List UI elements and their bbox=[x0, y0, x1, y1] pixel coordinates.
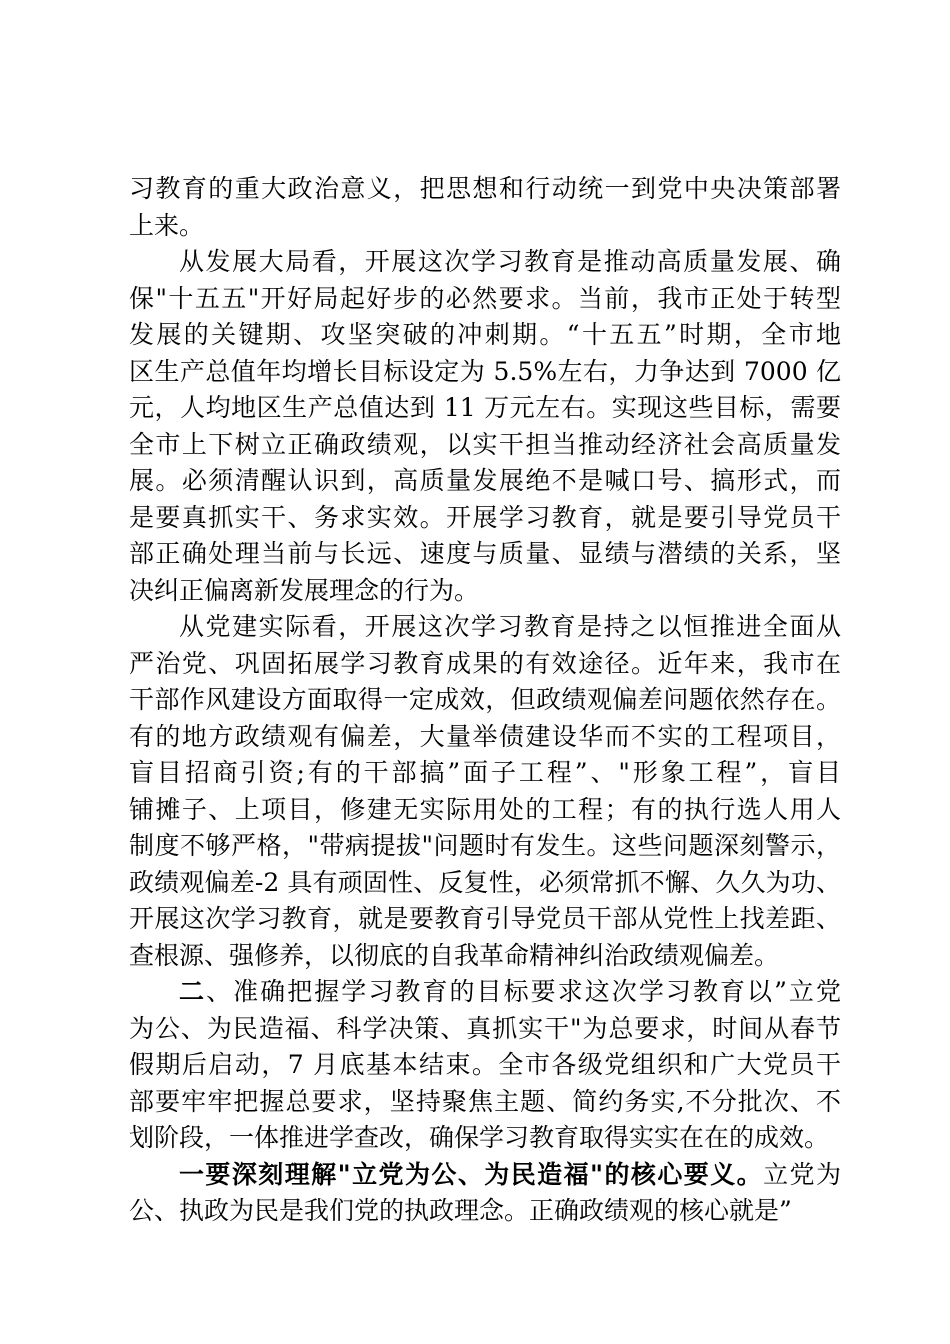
text-line bbox=[129, 1157, 841, 1194]
text-line bbox=[129, 682, 841, 719]
text-line bbox=[129, 500, 841, 537]
text-line bbox=[129, 281, 841, 318]
text-run: 从党建实际看，开展这次学习教育是持之以恒推进全面从 bbox=[179, 612, 841, 641]
text-line bbox=[129, 463, 841, 500]
text-run: 干部作风建设方面取得一定成效，但政绩观偏差问题依然存在。 bbox=[129, 685, 841, 714]
text-line bbox=[129, 974, 841, 1011]
text-line bbox=[129, 865, 841, 902]
text-run: 发展的关键期、攻坚突破的冲刺期。“十五五”时期，全市地 bbox=[129, 320, 841, 349]
bold-text-run: 二 bbox=[179, 977, 207, 1006]
text-run: 区生产总值年均增长目标设定为 5.5%左右，力争达到 7000 亿 bbox=[129, 356, 841, 386]
text-line bbox=[129, 719, 841, 756]
text-line bbox=[129, 244, 841, 281]
text-line bbox=[129, 573, 841, 610]
text-line bbox=[129, 1120, 841, 1157]
paragraph-p1 bbox=[129, 244, 841, 609]
text-run: 划阶段，一体推进学查改，确保学习教育取得实实在在的成效。 bbox=[129, 1123, 830, 1152]
paragraph-p3 bbox=[129, 974, 841, 1157]
text-line bbox=[129, 901, 841, 938]
text-run: 从发展大局看，开展这次学习教育是推动高质量发展、确 bbox=[179, 247, 841, 276]
text-run: 严治党、巩固拓展学习教育成果的有效途径。近年来，我市在 bbox=[129, 648, 841, 678]
text-line bbox=[129, 208, 841, 245]
text-line bbox=[129, 1084, 841, 1121]
text-line bbox=[129, 609, 841, 646]
text-run: 元，人均地区生产总值达到 11 万元左右。实现这些目标，需要 bbox=[129, 393, 841, 422]
text-run: 部要牢牢把握总要求，坚持聚焦主题、简约务实,不分批次、不 bbox=[129, 1086, 841, 1116]
text-line bbox=[129, 755, 841, 792]
text-run: 全市上下树立正确政绩观，以实干担当推动经济社会高质量发 bbox=[129, 429, 841, 459]
text-run: 决纠正偏离新发展理念的行为。 bbox=[129, 575, 480, 605]
text-line bbox=[129, 171, 841, 208]
text-run: 盲目招商引资;有的干部搞”面子工程”、"形象工程”，盲目 bbox=[129, 758, 841, 787]
text-run: 假期后启动，7 月底基本结束。全市各级党组织和广大党员干 bbox=[129, 1050, 841, 1079]
text-run: 习教育的重大政治意义，把思想和行动统一到党中央决策部署 bbox=[129, 174, 841, 203]
text-line bbox=[129, 646, 841, 683]
text-run: 部正确处理当前与长远、速度与质量、显绩与潜绩的关系，坚 bbox=[129, 539, 841, 568]
text-run: 上来。 bbox=[129, 210, 205, 240]
text-line bbox=[129, 536, 841, 573]
text-line bbox=[129, 390, 841, 427]
paragraph-p0 bbox=[129, 171, 841, 244]
text-line bbox=[129, 1047, 841, 1084]
text-run: 有的地方政绩观有偏差，大量举债建设华而不实的工程项目， bbox=[129, 721, 841, 751]
text-line bbox=[129, 828, 841, 865]
text-line bbox=[129, 354, 841, 391]
text-run: 展。必须清醒认识到，高质量发展绝不是喊口号、搞形式，而 bbox=[129, 466, 841, 495]
text-line bbox=[129, 1011, 841, 1048]
text-run: 制度不够严格，"带病提拔"问题时有发生。这些问题深刻警示， bbox=[129, 831, 841, 860]
text-line bbox=[129, 427, 841, 464]
text-line bbox=[129, 938, 841, 975]
text-run: 、准确把握学习教育的目标要求这次学习教育以”立党 bbox=[206, 977, 841, 1006]
text-run: 铺摊子、上项目，修建无实际用处的工程；有的执行选人用人 bbox=[129, 794, 841, 824]
text-run: 是要真抓实干、务求实效。开展学习教育，就是要引导党员干 bbox=[129, 502, 841, 532]
text-run: 为公、为民造福、科学决策、真抓实干"为总要求，时间从春节 bbox=[129, 1013, 841, 1043]
paragraph-p4 bbox=[129, 1157, 841, 1230]
text-run: 保"十五五"开好局起好步的必然要求。当前，我市正处于转型 bbox=[129, 283, 841, 313]
text-line bbox=[129, 792, 841, 829]
text-line bbox=[129, 317, 841, 354]
text-run: 开展这次学习教育，就是要教育引导党员干部从党性上找差距、 bbox=[129, 904, 841, 933]
paragraph-p2 bbox=[129, 609, 841, 974]
text-line bbox=[129, 1193, 841, 1230]
body-text bbox=[129, 171, 841, 1230]
text-run: 公、执政为民是我们党的执政理念。正确政绩观的核心就是” bbox=[129, 1196, 792, 1225]
text-run: 政绩观偏差-2 具有顽固性、反复性，必须常抓不懈、久久为功、 bbox=[129, 867, 841, 897]
text-run: 立党为 bbox=[763, 1159, 841, 1189]
text-run: 查根源、强修养，以彻底的自我革命精神纠治政绩观偏差。 bbox=[129, 940, 780, 970]
bold-text-run: 一要深刻理解"立党为公、为民造福"的核心要义。 bbox=[179, 1159, 764, 1189]
